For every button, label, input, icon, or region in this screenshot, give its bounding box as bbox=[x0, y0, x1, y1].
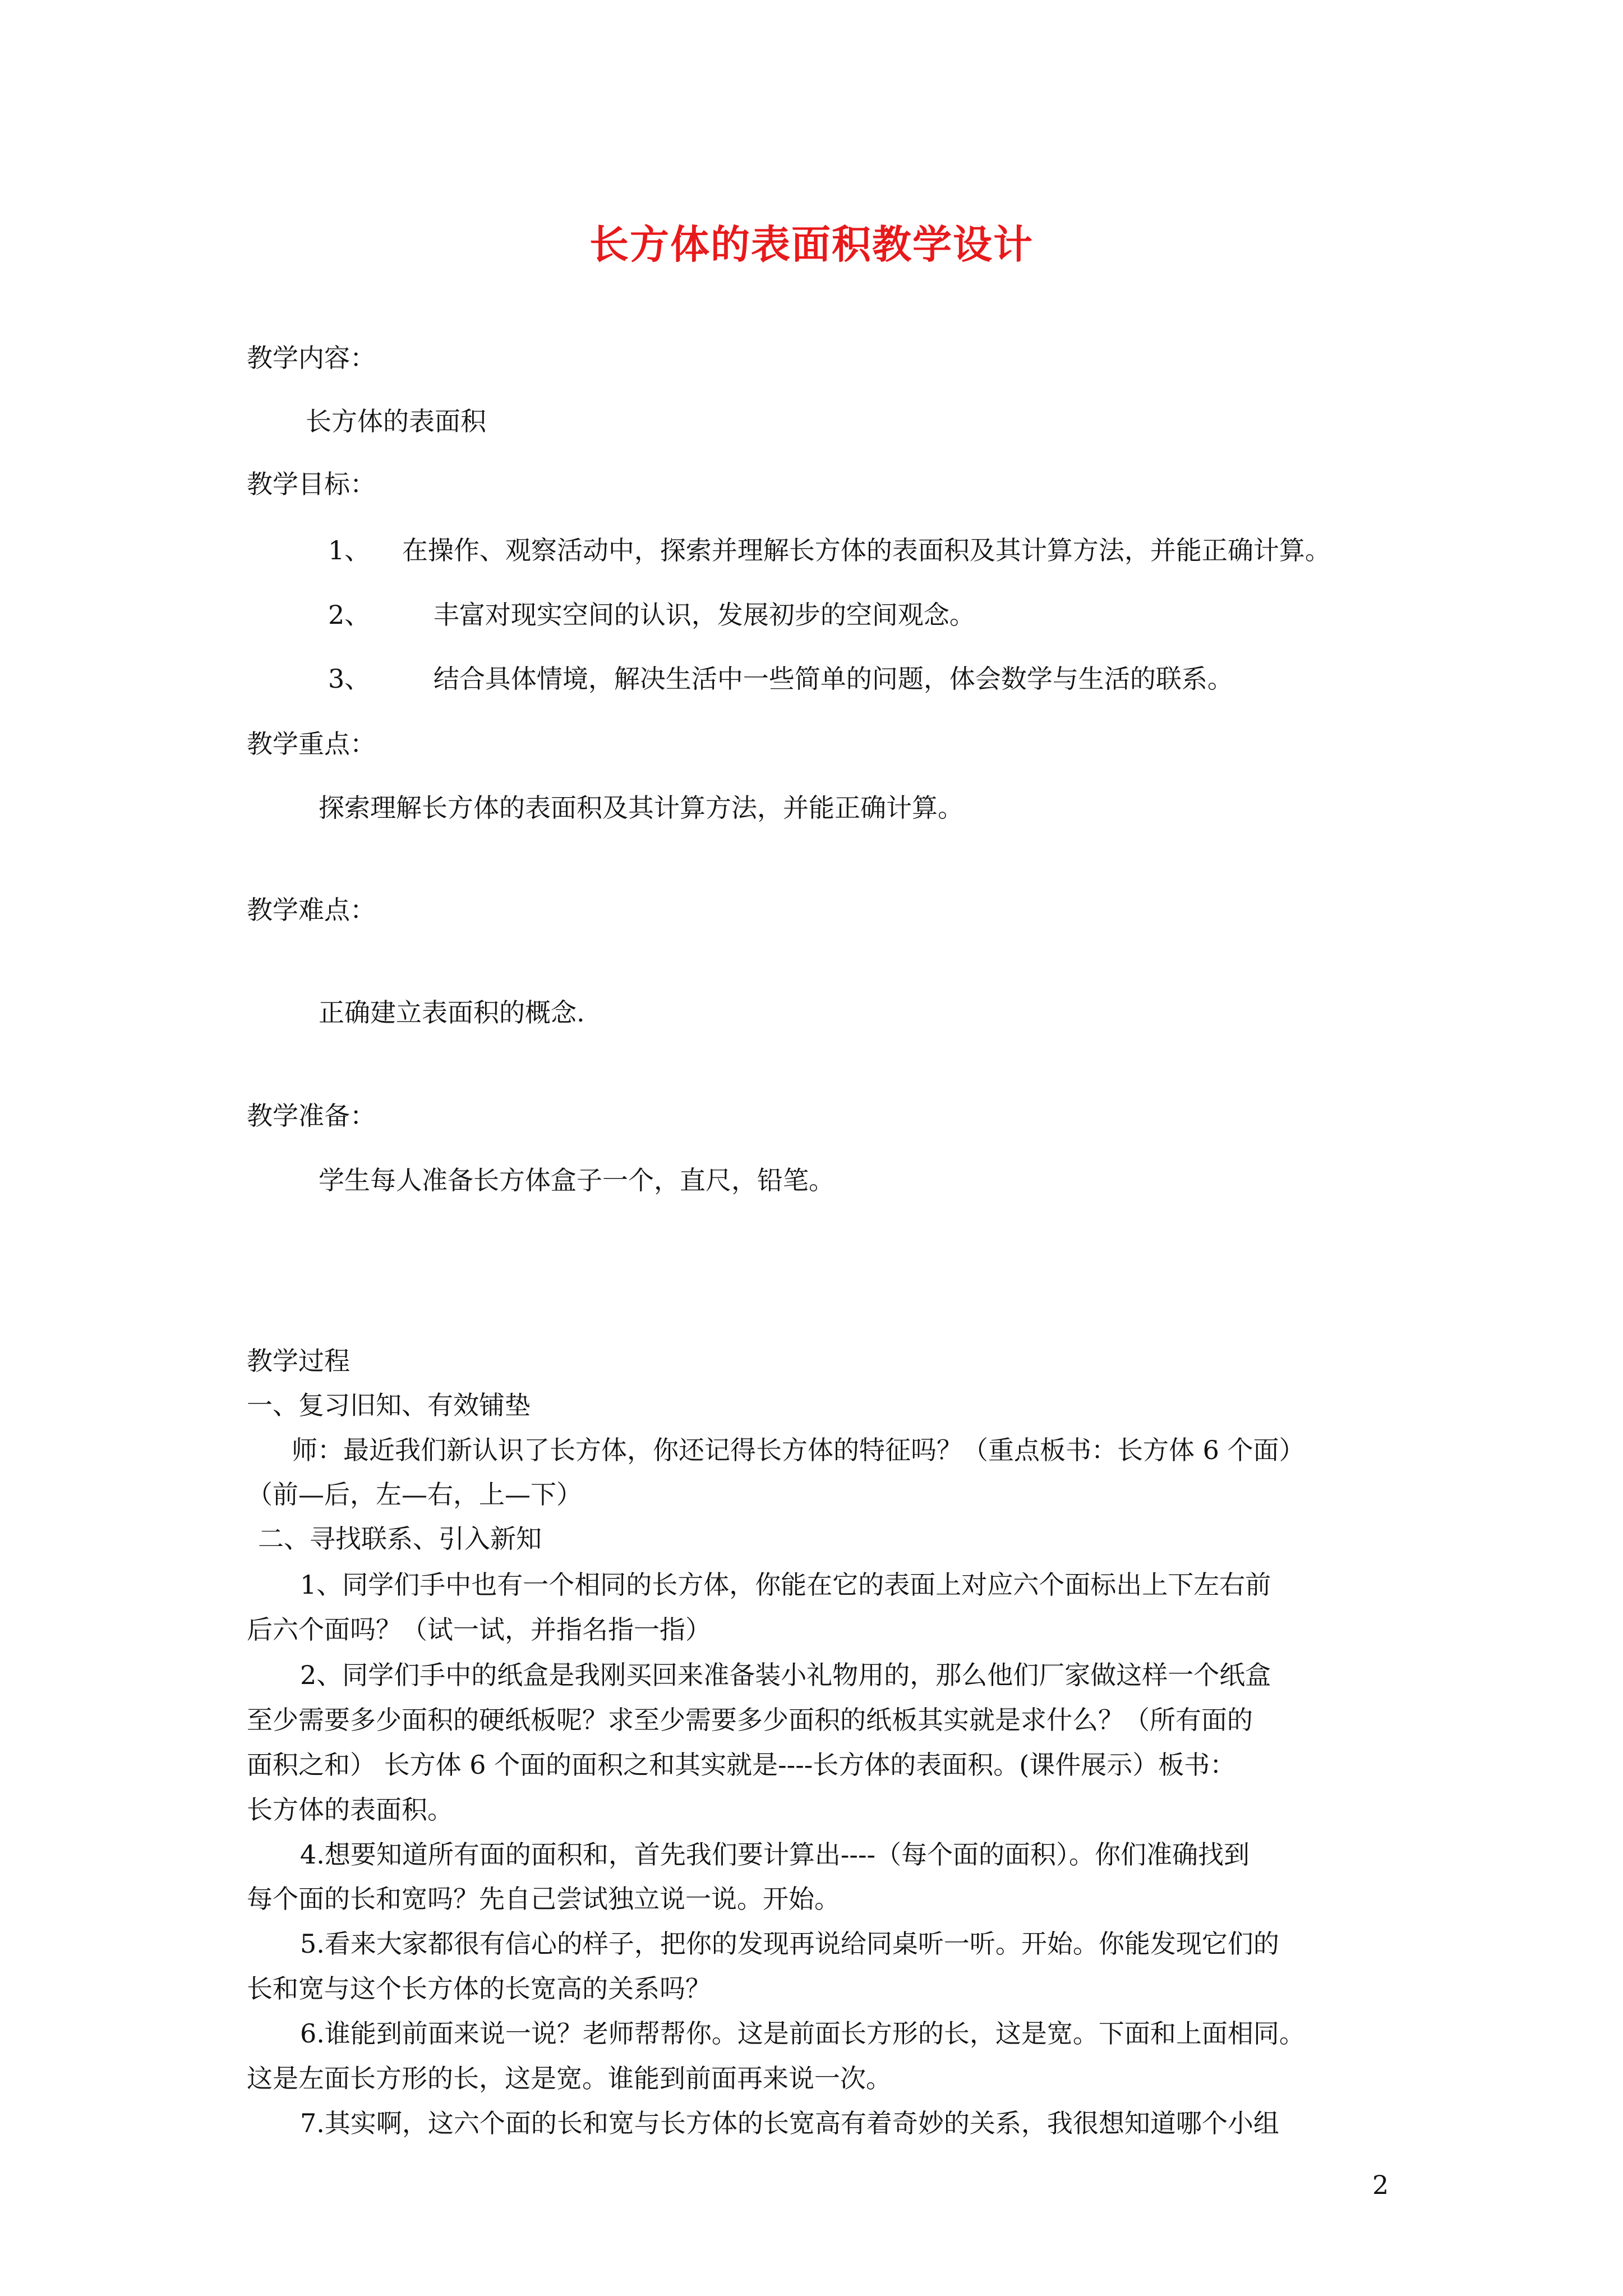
process-line: 长方体的表面积。 bbox=[247, 1795, 453, 1825]
prep-heading: 教学准备： bbox=[247, 1101, 376, 1131]
goal-text: 丰富对现实空间的认识，发展初步的空间观念。 bbox=[433, 600, 975, 630]
key-text: 探索理解长方体的表面积及其计算方法，并能正确计算。 bbox=[319, 793, 963, 823]
process-line: 1、同学们手中也有一个相同的长方体，你能在它的表面上对应六个面标出上下左右前 bbox=[300, 1570, 1271, 1600]
goal-text: 在操作、观察活动中，探索并理解长方体的表面积及其计算方法，并能正确计算。 bbox=[402, 535, 1331, 565]
goal-number: 1、 bbox=[328, 535, 371, 565]
process-line: 面积之和） 长方体 6 个面的面积之和其实就是----长方体的表面积。(课件展示）板书： bbox=[247, 1750, 1236, 1780]
goals-heading: 教学目标： bbox=[247, 469, 376, 499]
process-line: 6.谁能到前面来说一说？老师帮帮你。这是前面长方形的长，这是宽。下面和上面相同。 bbox=[300, 2018, 1305, 2049]
difficulty-text: 正确建立表面积的概念. bbox=[319, 997, 585, 1028]
process-line: 2、同学们手中的纸盒是我刚买回来准备装小礼物用的，那么他们厂家做这样一个纸盒 bbox=[300, 1660, 1271, 1690]
process-line: 这是左面长方形的长，这是宽。谁能到前面再来说一次。 bbox=[247, 2063, 892, 2093]
content-text: 长方体的表面积 bbox=[306, 406, 486, 436]
goal-number: 2、 bbox=[328, 600, 371, 630]
process-line: 长和宽与这个长方体的长宽高的关系吗？ bbox=[247, 1973, 711, 2004]
goal-item bbox=[328, 537, 1331, 563]
process-line: （前—后，左—右，上—下） bbox=[247, 1479, 582, 1510]
process-line: 7.其实啊，这六个面的长和宽与长方体的长宽高有着奇妙的关系，我很想知道哪个小组 bbox=[300, 2108, 1279, 2138]
prep-text: 学生每人准备长方体盒子一个，直尺，铅笔。 bbox=[319, 1165, 834, 1195]
content-heading: 教学内容： bbox=[247, 343, 376, 373]
process-line: 后六个面吗？（试一试，并指名指一指） bbox=[247, 1614, 711, 1645]
process-line: 至少需要多少面积的硬纸板呢？求至少需要多少面积的纸板其实就是求什么？（所有面的 bbox=[247, 1705, 1253, 1735]
process-line: 4.想要知道所有面的面积和，首先我们要计算出----（每个面的面积）。你们准确找到 bbox=[300, 1839, 1250, 1870]
goal-item bbox=[328, 602, 975, 628]
process-line: 师：最近我们新认识了长方体，你还记得长方体的特征吗？（重点板书：长方体 6 个面） bbox=[292, 1435, 1305, 1465]
process-line: 一、复习旧知、有效铺垫 bbox=[247, 1390, 531, 1420]
process-heading: 教学过程 bbox=[247, 1346, 350, 1376]
goal-number: 3、 bbox=[328, 664, 371, 694]
process-line: 二、寻找联系、引入新知 bbox=[258, 1524, 542, 1554]
difficulty-heading: 教学难点： bbox=[247, 895, 376, 925]
process-line: 5.看来大家都很有信心的样子，把你的发现再说给同桌听一听。开始。你能发现它们的 bbox=[300, 1929, 1279, 1959]
page-number: 2 bbox=[1372, 2170, 1389, 2200]
process-line: 每个面的长和宽吗？先自己尝试独立说一说。开始。 bbox=[247, 1884, 840, 1914]
goal-item bbox=[328, 666, 1233, 692]
key-heading: 教学重点： bbox=[247, 729, 376, 759]
document-title: 长方体的表面积教学设计 bbox=[589, 221, 1034, 268]
goal-text: 结合具体情境，解决生活中一些简单的问题，体会数学与生活的联系。 bbox=[433, 664, 1233, 694]
